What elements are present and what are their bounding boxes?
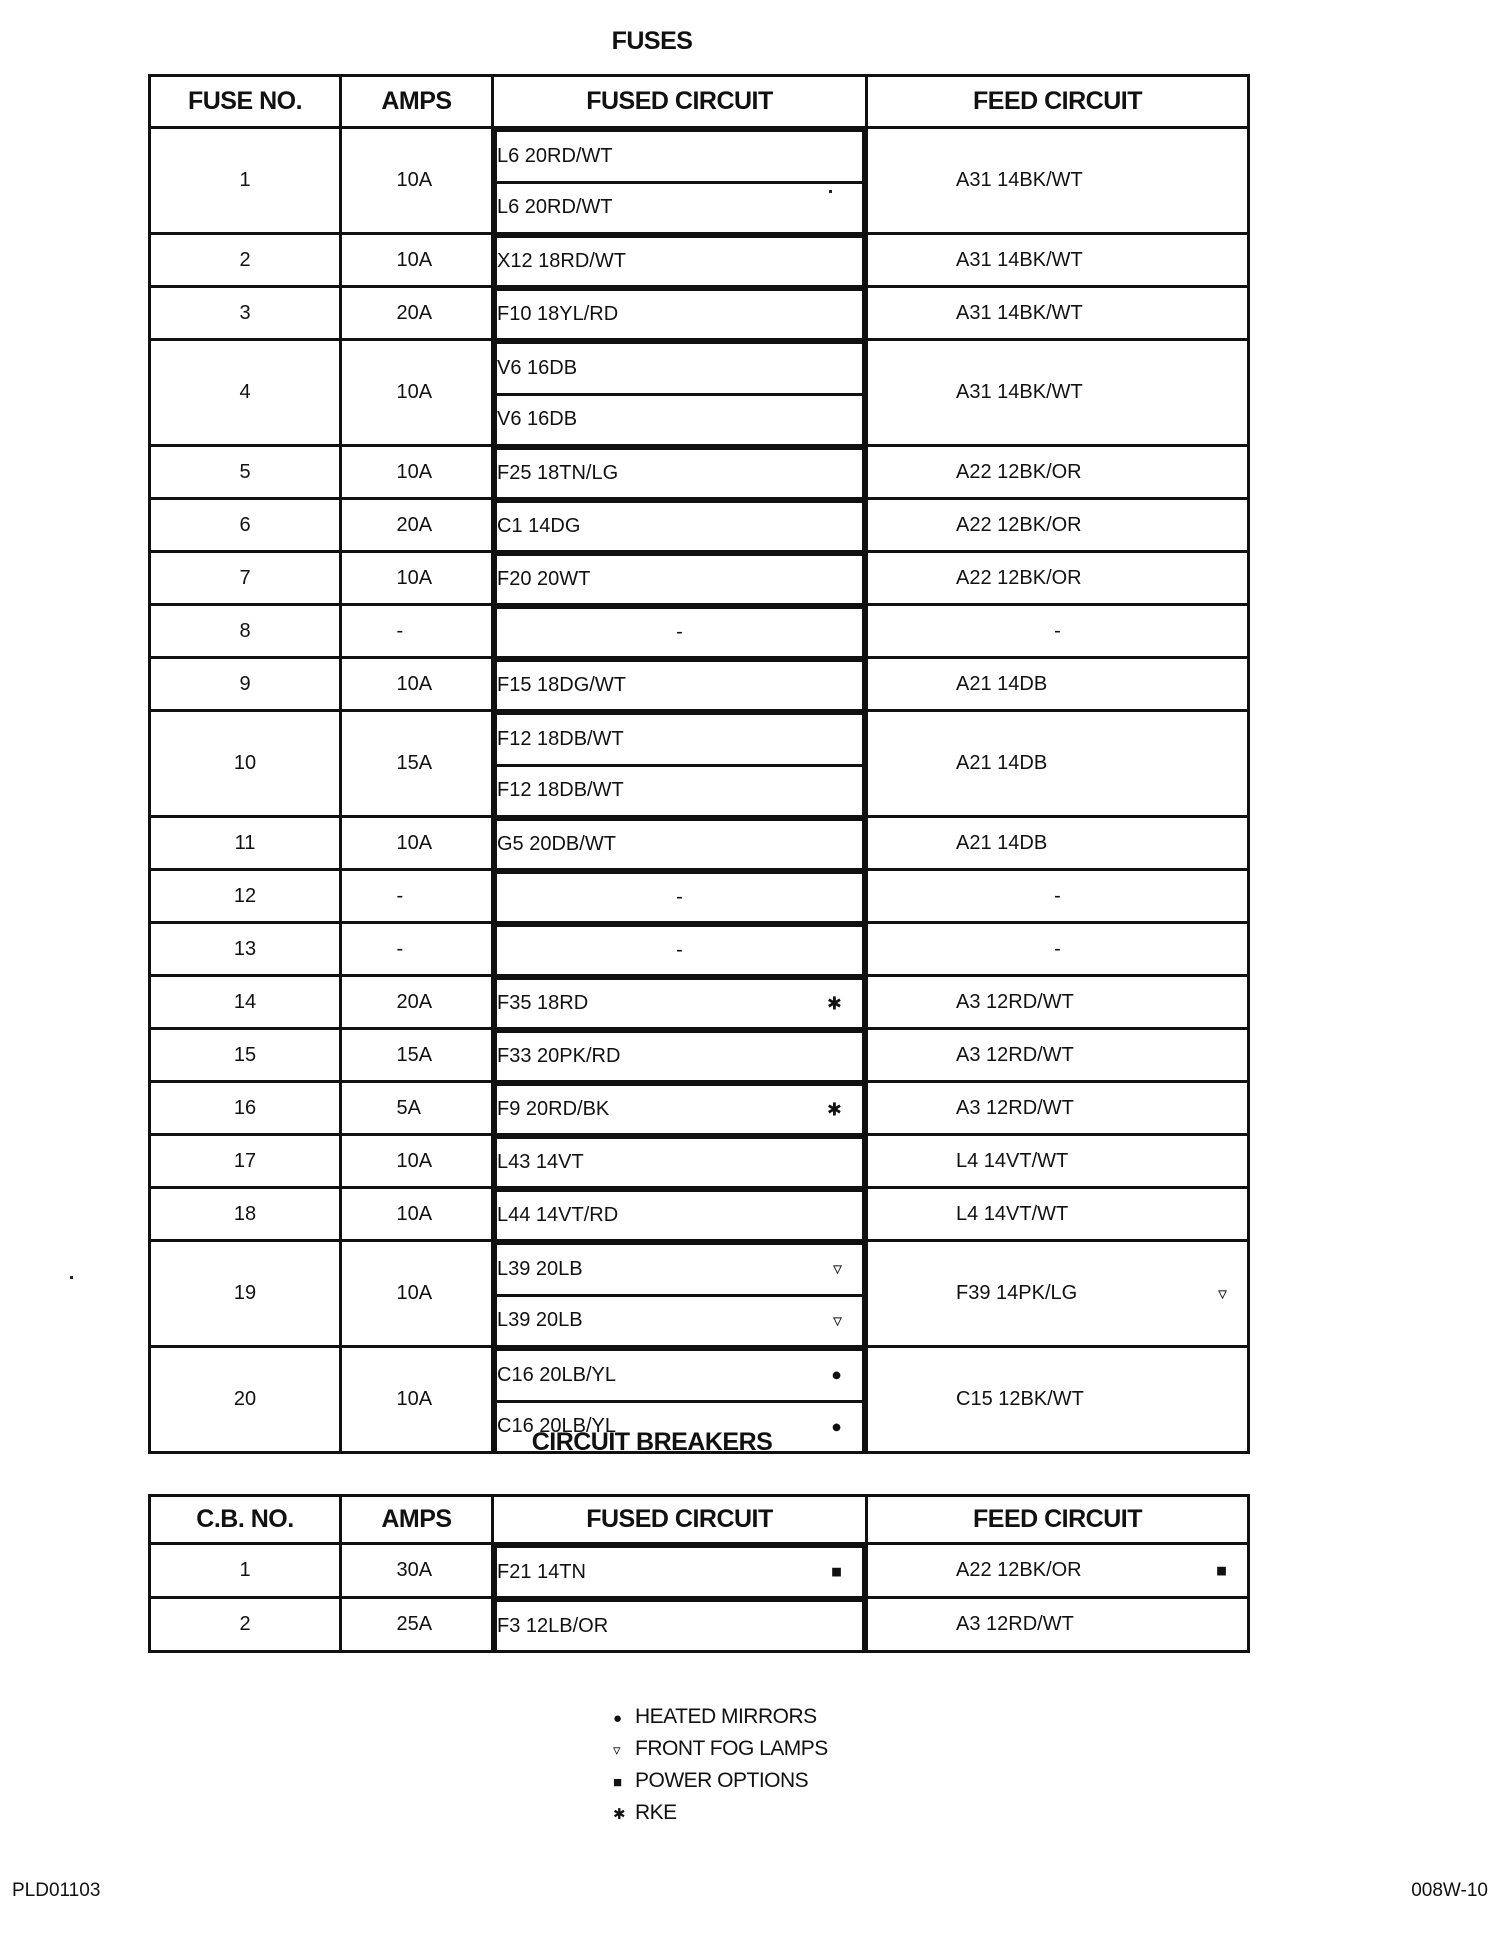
fused-circuit (496, 343, 864, 395)
fused-circuit-label: - (676, 621, 683, 643)
amps-cell (341, 1188, 493, 1241)
amps-value: 5A (396, 1096, 421, 1119)
feed-circuit-label: A31 14BK/WT (956, 301, 1083, 324)
fused-circuit-label: L43 14VT (497, 1151, 584, 1173)
amps-cell (341, 1241, 493, 1347)
amps-value: - (396, 937, 404, 960)
asterisk-icon: ✱ (826, 993, 842, 1013)
row-number: 2 (150, 234, 341, 287)
feed-circuit-label: A31 14BK/WT (956, 248, 1083, 271)
triangle-down-icon: ▿ (613, 1742, 621, 1759)
fused-circuit (496, 394, 864, 444)
row-number: 15 (150, 1029, 341, 1082)
table-row (150, 499, 1249, 552)
header-fuse-no: FUSE NO. (150, 76, 341, 128)
amps-value: 10A (396, 1388, 433, 1410)
amps-cell (341, 923, 493, 976)
fused-circuit-cell (493, 128, 867, 234)
fused-circuit (496, 1244, 864, 1296)
row-number: 20 (150, 1347, 341, 1453)
fused-circuit-label: L39 20LB (497, 1309, 583, 1332)
header-cb-no: C.B. NO. (150, 1496, 341, 1544)
feed-circuit-label: A31 14BK/WT (956, 381, 1083, 403)
fused-circuit-label: X12 18RD/WT (497, 250, 626, 272)
header-feed-circuit: FEED CIRCUIT (867, 76, 1249, 128)
feed-circuit-cell (867, 976, 1249, 1029)
triangle-down-icon: ▿ (832, 1310, 842, 1331)
row-number: 4 (150, 340, 341, 446)
feed-circuit-cell (867, 1598, 1249, 1652)
feed-circuit-label: A22 12BK/OR (956, 1559, 1082, 1581)
fused-circuit (496, 1138, 864, 1187)
legend-item-rke: ✱ RKE (613, 1798, 828, 1830)
fused-circuit-label: F15 18DG/WT (497, 674, 626, 696)
feed-circuit-label: A21 14DB (956, 831, 1048, 854)
fused-circuit (496, 926, 864, 975)
fused-circuit-label: F12 18DB/WT (497, 779, 624, 802)
table-row (150, 711, 1249, 817)
amps-cell (341, 870, 493, 923)
fused-circuit (496, 1350, 864, 1402)
row-number: 5 (150, 446, 341, 499)
fused-circuit-label: F12 18DB/WT (497, 727, 624, 750)
amps-cell (341, 605, 493, 658)
fused-circuit (496, 873, 864, 922)
table-row (150, 287, 1249, 340)
fused-circuit-cell (493, 1241, 867, 1347)
feed-circuit-label: C15 12BK/WT (956, 1388, 1084, 1410)
fused-circuit (496, 555, 864, 604)
fused-circuit-label: V6 16DB (497, 356, 578, 379)
legend-item-power-options: ■ POWER OPTIONS (613, 1766, 828, 1798)
fused-circuit-cell (493, 552, 867, 605)
fused-circuit-label: C16 20LB/YL (497, 1363, 616, 1386)
amps-value: 20A (396, 990, 433, 1013)
feed-circuit-label: A21 14DB (956, 752, 1048, 774)
amps-value: 10A (396, 460, 433, 483)
feed-circuit-label: A22 12BK/OR (956, 566, 1082, 589)
fused-circuit (496, 1191, 864, 1240)
table-row (150, 234, 1249, 287)
fused-circuit (496, 502, 864, 551)
table-row (150, 128, 1249, 234)
feed-circuit-cell (867, 923, 1249, 976)
feed-circuit-cell (867, 287, 1249, 340)
feed-circuit-label: - (1054, 937, 1061, 960)
fused-circuit-cell (493, 711, 867, 817)
amps-cell (341, 1135, 493, 1188)
feed-circuit-label: A21 14DB (956, 672, 1048, 695)
feed-circuit-cell (867, 1241, 1249, 1347)
feed-circuit-label: A3 12RD/WT (956, 990, 1074, 1013)
feed-circuit-cell (867, 1188, 1249, 1241)
feed-circuit-label: L4 14VT/WT (956, 1149, 1069, 1172)
fuses-title: FUSES (611, 27, 693, 55)
feed-circuit-cell (867, 499, 1249, 552)
header-amps: AMPS (341, 76, 493, 128)
fused-circuit-label: G5 20DB/WT (497, 833, 616, 855)
feed-circuit-label: - (1054, 884, 1061, 907)
fused-circuit-cell (493, 1082, 867, 1135)
figure-id: PLD01103 (12, 1880, 101, 1901)
table-row (150, 552, 1249, 605)
table-row (150, 1544, 1249, 1598)
row-number: 9 (150, 658, 341, 711)
feed-circuit-cell (867, 340, 1249, 446)
fused-circuit (496, 820, 864, 869)
fused-circuit-cell (493, 923, 867, 976)
amps-cell (341, 552, 493, 605)
amps-cell (341, 817, 493, 870)
feed-circuit-label: A3 12RD/WT (956, 1043, 1074, 1066)
row-number: 10 (150, 711, 341, 817)
amps-value: 10A (396, 1149, 433, 1172)
fused-circuit-cell (493, 605, 867, 658)
table-row (150, 605, 1249, 658)
fused-circuit-label: L39 20LB (497, 1257, 583, 1280)
header-amps: AMPS (341, 1496, 493, 1544)
feed-circuit-label: - (1054, 619, 1061, 642)
fused-circuit-cell (493, 287, 867, 340)
row-number: 16 (150, 1082, 341, 1135)
table-row (150, 1082, 1249, 1135)
amps-value: 20A (396, 513, 433, 536)
table-row (150, 1029, 1249, 1082)
row-number: 8 (150, 605, 341, 658)
table-row (150, 923, 1249, 976)
feed-circuit-cell (867, 658, 1249, 711)
row-number: 17 (150, 1135, 341, 1188)
fused-circuit (496, 237, 864, 286)
amps-cell (341, 128, 493, 234)
fused-circuit-label: F3 12LB/OR (497, 1614, 609, 1637)
fused-circuit-label: F33 20PK/RD (497, 1045, 621, 1067)
amps-cell (341, 1029, 493, 1082)
fused-circuit-cell (493, 976, 867, 1029)
feed-circuit-label: L4 14VT/WT (956, 1202, 1069, 1225)
feed-circuit-cell (867, 1029, 1249, 1082)
fused-circuit-cell (493, 1598, 867, 1652)
feed-circuit-cell (867, 552, 1249, 605)
fused-circuit (496, 131, 864, 183)
row-number: 6 (150, 499, 341, 552)
feed-circuit-label: A3 12RD/WT (956, 1613, 1074, 1635)
amps-value: - (396, 884, 404, 907)
fused-circuit-cell (493, 1188, 867, 1241)
fused-circuit-label: F25 18TN/LG (497, 462, 619, 484)
header-fused-circuit: FUSED CIRCUIT (493, 1496, 867, 1544)
amps-value: 25A (396, 1613, 433, 1635)
feed-circuit-cell (867, 1135, 1249, 1188)
legend-item-heated-mirrors: ● HEATED MIRRORS (613, 1702, 828, 1734)
fused-circuit (496, 1032, 864, 1081)
table-row (150, 1135, 1249, 1188)
fused-circuit-label: F20 20WT (497, 568, 591, 590)
feed-circuit-cell (867, 446, 1249, 499)
table-row (150, 1241, 1249, 1347)
amps-cell (341, 711, 493, 817)
amps-cell (341, 446, 493, 499)
row-number: 2 (150, 1598, 341, 1652)
amps-cell (341, 1544, 493, 1598)
amps-cell (341, 340, 493, 446)
fused-circuit-label: - (676, 886, 683, 908)
row-number: 7 (150, 552, 341, 605)
amps-value: 10A (396, 1282, 433, 1304)
square-icon: ■ (613, 1774, 622, 1791)
table-row (150, 1598, 1249, 1652)
speck (829, 190, 832, 193)
legend-item-front-fog-lamps: ▿ FRONT FOG LAMPS (613, 1734, 828, 1766)
feed-circuit-cell (867, 817, 1249, 870)
fused-circuit-label: C1 14DG (497, 515, 581, 537)
asterisk-icon: ✱ (826, 1099, 842, 1119)
amps-cell (341, 499, 493, 552)
amps-value: 10A (396, 169, 433, 191)
amps-value: 30A (396, 1559, 433, 1581)
amps-cell (341, 287, 493, 340)
feed-circuit-cell (867, 1544, 1249, 1598)
row-number: 1 (150, 128, 341, 234)
fused-circuit-label: L6 20RD/WT (497, 144, 613, 167)
fused-circuit-label: C16 20LB/YL (497, 1415, 616, 1438)
fused-circuit-label: F21 14TN (497, 1560, 586, 1583)
table-row (150, 446, 1249, 499)
fused-circuit (496, 979, 864, 1028)
fused-circuit-label: L6 20RD/WT (497, 196, 613, 219)
feed-circuit-cell (867, 605, 1249, 658)
table-row (150, 340, 1249, 446)
feed-circuit-label: A3 12RD/WT (956, 1096, 1074, 1119)
amps-cell (341, 1082, 493, 1135)
amps-cell (341, 658, 493, 711)
dot-icon: ● (831, 1416, 842, 1437)
fused-circuit-cell (493, 817, 867, 870)
fused-circuit-cell (493, 234, 867, 287)
fused-circuit-cell (493, 446, 867, 499)
header-feed-circuit: FEED CIRCUIT (867, 1496, 1249, 1544)
feed-circuit-label: A22 12BK/OR (956, 513, 1082, 536)
row-number: 13 (150, 923, 341, 976)
amps-value: 15A (396, 752, 433, 774)
legend (613, 1702, 828, 1830)
fused-circuit-cell (493, 340, 867, 446)
fused-circuit (496, 182, 864, 232)
fused-circuit-label: F10 18YL/RD (497, 303, 619, 325)
triangle-down-icon: ▿ (832, 1258, 842, 1279)
fused-circuit (496, 1547, 864, 1597)
row-number: 19 (150, 1241, 341, 1347)
fused-circuit-cell (493, 1029, 867, 1082)
fused-circuit-cell (493, 1135, 867, 1188)
fused-circuit (496, 661, 864, 710)
amps-value: - (396, 619, 404, 642)
fused-circuit-cell (493, 870, 867, 923)
fused-circuit (496, 608, 864, 657)
feed-circuit-label: A31 14BK/WT (956, 169, 1083, 191)
fused-circuit (496, 1295, 864, 1345)
speck (70, 1276, 73, 1279)
dot-icon: ● (831, 1364, 842, 1385)
asterisk-icon: ✱ (613, 1806, 626, 1823)
feed-circuit-cell (867, 234, 1249, 287)
fused-circuit-label: F9 20RD/BK (497, 1098, 610, 1120)
fused-circuit (496, 449, 864, 498)
square-icon: ■ (831, 1561, 842, 1582)
fused-circuit (496, 1085, 864, 1134)
fused-circuit-cell (493, 658, 867, 711)
page-code: 008W-10 (1411, 1880, 1488, 1901)
circuit-breaker-table (148, 1494, 1250, 1653)
triangle-down-icon: ▿ (1217, 1283, 1227, 1303)
fused-circuit-label: - (676, 939, 683, 961)
amps-value: 10A (396, 381, 433, 403)
fused-circuit-label: F35 18RD (497, 992, 589, 1014)
feed-circuit-cell (867, 1082, 1249, 1135)
fused-circuit-label: L44 14VT/RD (497, 1204, 619, 1226)
feed-circuit-cell (867, 870, 1249, 923)
amps-cell (341, 1598, 493, 1652)
fused-circuit (496, 290, 864, 339)
table-row (150, 1188, 1249, 1241)
feed-circuit-cell (867, 711, 1249, 817)
amps-value: 10A (396, 1202, 433, 1225)
amps-value: 10A (396, 831, 433, 854)
amps-cell (341, 234, 493, 287)
header-fused-circuit: FUSED CIRCUIT (493, 76, 867, 128)
table-row (150, 658, 1249, 711)
square-icon: ■ (1216, 1560, 1227, 1580)
feed-circuit-label: F39 14PK/LG (956, 1282, 1078, 1304)
feed-circuit-cell (867, 128, 1249, 234)
dot-icon: ● (613, 1710, 622, 1727)
table-row (150, 817, 1249, 870)
fused-circuit-cell (493, 499, 867, 552)
amps-cell (341, 976, 493, 1029)
fuse-table (148, 74, 1250, 1454)
amps-value: 10A (396, 248, 433, 271)
row-number: 11 (150, 817, 341, 870)
amps-value: 10A (396, 566, 433, 589)
row-number: 14 (150, 976, 341, 1029)
table-row (150, 870, 1249, 923)
row-number: 1 (150, 1544, 341, 1598)
fused-circuit (496, 714, 864, 766)
circuit-breakers-title: CIRCUIT BREAKERS (531, 1428, 773, 1456)
fused-circuit (496, 1601, 864, 1651)
fused-circuit-cell (493, 1544, 867, 1598)
table-row (150, 976, 1249, 1029)
feed-circuit-label: A22 12BK/OR (956, 460, 1082, 483)
row-number: 12 (150, 870, 341, 923)
amps-value: 20A (396, 301, 433, 324)
row-number: 18 (150, 1188, 341, 1241)
fused-circuit-label: V6 16DB (497, 408, 578, 431)
amps-value: 10A (396, 672, 433, 695)
amps-value: 15A (396, 1043, 433, 1066)
fused-circuit (496, 765, 864, 815)
row-number: 3 (150, 287, 341, 340)
